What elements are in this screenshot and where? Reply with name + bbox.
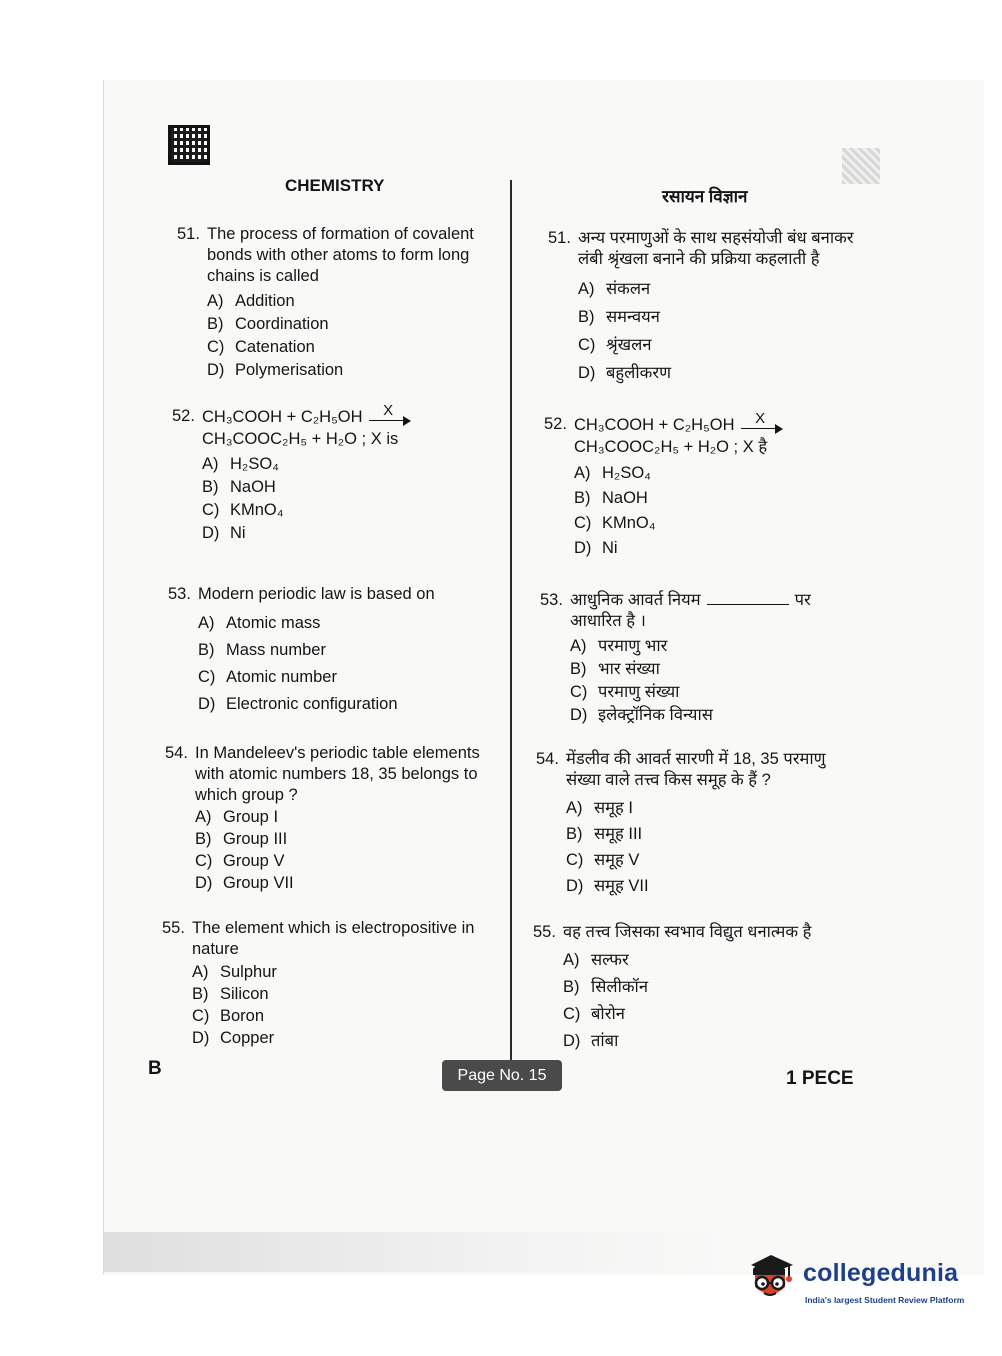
question-text: Modern periodic law is based on — [198, 585, 435, 603]
question-text: आधुनिक आवर्त नियम — [570, 591, 701, 609]
question-text: The element which is electropositive in nature — [192, 919, 475, 958]
question-text: In Mandeleev's periodic table elements with atomic numbers 18, 35 belongs to which group ? — [195, 744, 480, 804]
option-b[interactable]: B) Coordination — [207, 315, 329, 333]
option-b[interactable]: B) NaOH — [202, 478, 276, 496]
option-d[interactable]: D) इलेक्ट्रॉनिक विन्यास — [570, 706, 713, 724]
option-c[interactable]: C) Group V — [195, 852, 285, 870]
option-d[interactable]: D) Group VII — [195, 874, 294, 892]
reaction-reactants: CH₃COOH + C₂H₅OH — [202, 408, 363, 426]
paper-code: 1 PECE — [786, 1068, 854, 1089]
section-heading-english: CHEMISTRY — [285, 176, 385, 195]
question-number: 52. — [544, 415, 567, 433]
collegedunia-logo[interactable] — [745, 1251, 970, 1311]
reaction-products: CH₃COOC₂H₅ + H₂O ; X है — [574, 438, 768, 456]
option-b[interactable]: B) सिलीकॉन — [563, 978, 648, 996]
option-a[interactable]: A) सल्फर — [563, 951, 629, 969]
question-51-hindi — [548, 228, 868, 387]
option-b[interactable]: B) Group III — [195, 830, 288, 848]
page-number: Page No. 15 — [442, 1060, 562, 1091]
question-number: 53. — [540, 591, 563, 609]
question-51-english — [177, 224, 497, 382]
option-a[interactable]: A) Group I — [195, 808, 279, 826]
question-54-english — [165, 743, 500, 894]
question-number: 54. — [165, 744, 188, 762]
qr-code-faded-icon — [842, 148, 880, 184]
question-number: 51. — [177, 225, 200, 243]
option-a[interactable]: A) Addition — [207, 292, 295, 310]
option-a[interactable]: A) H₂SO₄ — [574, 464, 651, 482]
option-d[interactable]: D) समूह VII — [566, 877, 649, 895]
option-c[interactable]: C) Atomic number — [198, 668, 337, 686]
option-a[interactable]: A) H₂SO₄ — [202, 455, 279, 473]
option-c[interactable]: C) Catenation — [207, 338, 315, 356]
option-d[interactable]: D) बहुलीकरण — [578, 364, 671, 382]
option-c[interactable]: C) KMnO₄ — [202, 501, 284, 519]
option-a[interactable]: A) संकलन — [578, 280, 651, 298]
option-a[interactable]: A) Atomic mass — [198, 614, 321, 632]
option-b[interactable]: B) भार संख्या — [570, 660, 660, 678]
question-55-hindi — [533, 922, 858, 1055]
option-d[interactable]: D) Ni — [574, 539, 618, 557]
option-a[interactable]: A) परमाणु भार — [570, 637, 668, 655]
option-d[interactable]: D) Copper — [192, 1029, 275, 1047]
option-b[interactable]: B) NaOH — [574, 489, 648, 507]
brand-tagline: India's largest Student Review Platform — [805, 1295, 965, 1305]
option-b[interactable]: B) समन्वयन — [578, 308, 660, 326]
reaction-arrow-icon: X — [369, 410, 411, 426]
fill-in-blank — [707, 604, 789, 605]
option-a[interactable]: A) समूह I — [566, 799, 633, 817]
question-53-hindi: 53. आधुनिक आवर्त नियम पर आधारित है । A) परमाणु भार B) भार संख्या C) परमाणु संख्या D) इलेक्ट्रॉनिक विन्यास — [540, 590, 860, 727]
question-text: वह तत्त्व जिसका स्वभाव विद्युत धनात्मक है — [563, 923, 812, 941]
question-text: The process of formation of covalent bonds with other atoms to form long chains is called — [207, 225, 474, 285]
reaction-reactants: CH₃COOH + C₂H₅OH — [574, 416, 735, 434]
question-number: 53. — [168, 585, 191, 603]
student-mascot-icon — [745, 1251, 797, 1307]
question-number: 54. — [536, 750, 559, 768]
option-d[interactable]: D) Polymerisation — [207, 361, 344, 379]
option-b[interactable]: B) Silicon — [192, 985, 269, 1003]
question-52-english — [172, 401, 492, 545]
question-54-hindi — [536, 749, 861, 899]
question-number: 51. — [548, 229, 571, 247]
option-c[interactable]: C) परमाणु संख्या — [570, 683, 680, 701]
option-d[interactable]: D) Electronic configuration — [198, 695, 398, 713]
question-55-english — [162, 918, 497, 1049]
section-heading-hindi: रसायन विज्ञान — [662, 187, 748, 206]
reaction-arrow-icon: X — [741, 418, 783, 434]
option-c[interactable]: C) बोरोन — [563, 1005, 625, 1023]
question-text: अन्य परमाणुओं के साथ सहसंयोजी बंध बनाकर लंबी श्रृंखला बनाने की प्रक्रिया कहलाती है — [578, 229, 854, 268]
question-number: 55. — [533, 923, 556, 941]
booklet-series: B — [148, 1058, 162, 1079]
option-b[interactable]: B) समूह III — [566, 825, 643, 843]
option-c[interactable]: C) KMnO₄ — [574, 514, 656, 532]
option-c[interactable]: C) Boron — [192, 1007, 265, 1025]
brand-name: collegedunia — [803, 1259, 959, 1287]
reaction-products: CH₃COOC₂H₅ + H₂O ; X is — [202, 430, 399, 448]
qr-code-icon — [168, 125, 210, 165]
question-52-hindi — [544, 409, 864, 561]
option-b[interactable]: B) Mass number — [198, 641, 326, 659]
option-a[interactable]: A) Sulphur — [192, 963, 277, 981]
option-d[interactable]: D) तांबा — [563, 1032, 619, 1050]
column-divider — [510, 180, 512, 1060]
option-c[interactable]: C) श्रृंखलन — [578, 336, 652, 354]
question-number: 52. — [172, 407, 195, 425]
option-c[interactable]: C) समूह V — [566, 851, 640, 869]
scan-shadow — [103, 1232, 723, 1272]
option-d[interactable]: D) Ni — [202, 524, 246, 542]
question-text: मेंडलीव की आवर्त सारणी में 18, 35 परमाणु संख्या वाले तत्त्व किस समूह के हैं ? — [566, 750, 826, 789]
question-number: 55. — [162, 919, 185, 937]
question-53-english — [168, 584, 488, 718]
